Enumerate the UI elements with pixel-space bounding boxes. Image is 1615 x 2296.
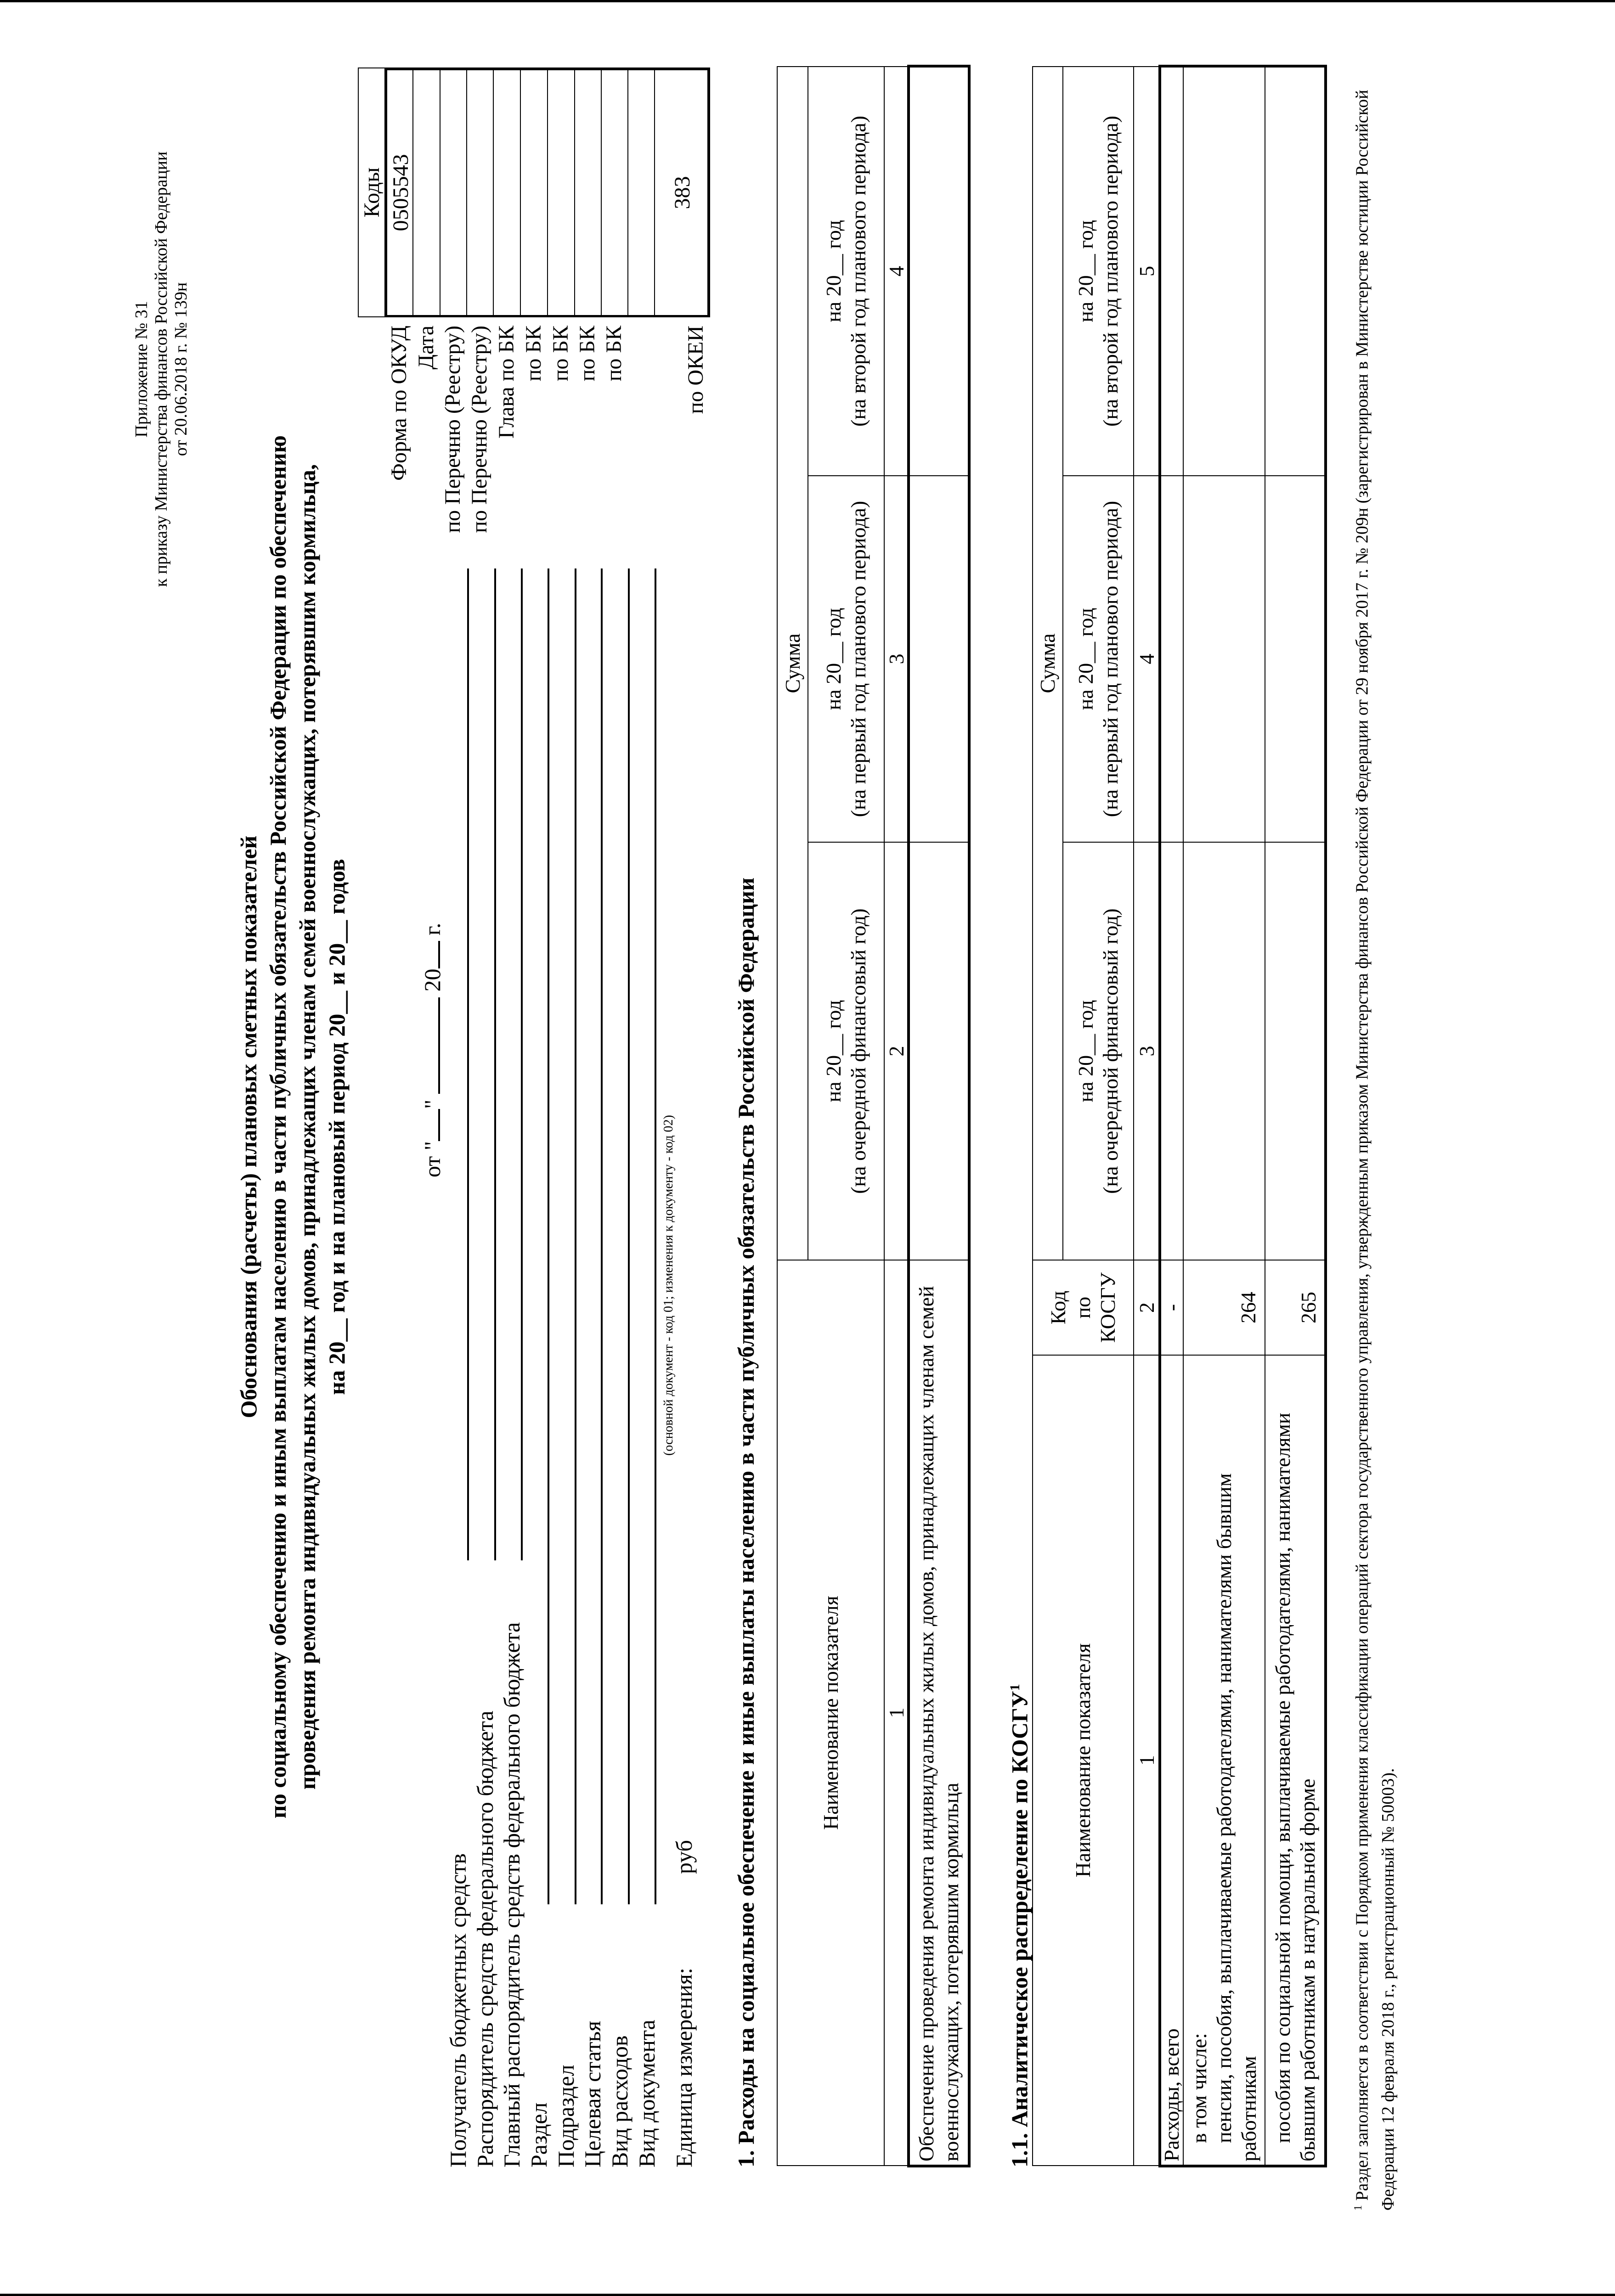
s11-row-265-col5[interactable] xyxy=(1265,66,1326,476)
doc-type-note: (основной документ - код 01; изменения к документу - код 02) xyxy=(661,1115,676,1456)
s11-col4-desc: (на первый год планового периода) xyxy=(1099,501,1122,817)
s11-row-265-code: 265 xyxy=(1265,1260,1326,1356)
title-line: Обоснования (расчеты) плановых сметных показателей xyxy=(236,835,261,1418)
s11-col3-year: на 20__ год xyxy=(1074,1000,1097,1103)
s1-header-col2 xyxy=(808,842,885,1261)
day-field[interactable] xyxy=(418,1109,440,1141)
s11-row-265-col4[interactable] xyxy=(1265,475,1326,843)
s11-row-264-col3[interactable] xyxy=(1183,842,1265,1261)
title-line: по социальному обеспечению и иным выплатам населению в части публичных обязательств Российской Федерации по обеспечению xyxy=(265,435,291,1818)
s11-row-line: работникам xyxy=(1237,2056,1260,2161)
s11-row-line: бывшим работникам в натуральной форме xyxy=(1295,1778,1319,2161)
form-field-input[interactable] xyxy=(548,568,549,1904)
s11-num-2: 2 xyxy=(1133,1260,1161,1356)
footnote-ref: 1 xyxy=(1007,1684,1022,1691)
form-field-input[interactable] xyxy=(628,568,630,1904)
code-label: по БК xyxy=(548,326,573,382)
s1-col2-desc: (на очередной финансовый год) xyxy=(847,908,870,1194)
code-value-cell[interactable] xyxy=(627,68,655,317)
appendix-line: Приложение № 31 xyxy=(132,301,151,438)
s1-col4-desc: (на второй год планового периода) xyxy=(847,115,870,427)
s11-header-col4 xyxy=(1062,475,1134,843)
code-value-cell[interactable] xyxy=(412,68,440,317)
title-line: на 20__ год и на плановый период 20__ и 20__ годов xyxy=(324,859,350,1395)
s11-code-label: Код xyxy=(1046,1290,1070,1325)
s11-num-3: 3 xyxy=(1133,842,1161,1261)
code-label: по ОКЕИ xyxy=(683,326,708,414)
s1-header-col3 xyxy=(808,475,885,843)
code-value-cell[interactable] xyxy=(466,68,494,317)
footnote-line xyxy=(1345,90,1375,2211)
code-value-cell[interactable] xyxy=(547,68,575,317)
form-field-label: Раздел xyxy=(526,2102,552,2167)
form-field-label: Получатель бюджетных средств xyxy=(445,1853,471,2167)
s1-row-name xyxy=(909,1260,969,2166)
year-prefix: 20 xyxy=(419,968,445,992)
footnote-line: Федерации 12 февраля 2018 г., регистрационный № 50003). xyxy=(1378,1768,1398,2211)
codes-header: Коды xyxy=(358,68,385,317)
s1-num-1: 1 xyxy=(884,1260,909,2166)
s1-row-value-col2[interactable] xyxy=(909,842,969,1261)
title-line: проведения ремонта индивидуальных жилых домов, принадлежащих членам семей военнослужащих, потерявшим кормильца, xyxy=(294,464,320,1790)
s11-header-sum: Сумма xyxy=(1032,66,1063,1261)
form-field-input[interactable] xyxy=(521,568,523,1560)
s1-num-2: 2 xyxy=(884,842,909,1261)
s11-row-264-col4[interactable] xyxy=(1183,475,1265,843)
document-date xyxy=(418,923,446,1177)
s1-header-name: Наименование показателя xyxy=(777,1260,885,2166)
s11-row-total-col5[interactable] xyxy=(1160,66,1184,476)
code-value-cell[interactable]: 0505543 xyxy=(385,68,413,317)
s11-row-265-name xyxy=(1265,1355,1326,2166)
s1-num-4: 4 xyxy=(884,66,909,476)
form-field-label: Подраздел xyxy=(553,2065,579,2167)
s11-header-col5 xyxy=(1062,66,1134,476)
scan-edge-left xyxy=(0,2294,1615,2296)
code-value-cell[interactable] xyxy=(440,68,467,317)
form-field-label: Вид расходов xyxy=(607,2035,632,2167)
section1-heading: 1. Расходы на социальное обеспечение и иные выплаты населению в части публичных обязательств Российской Федерации xyxy=(733,878,759,2167)
s11-row-total-col3[interactable] xyxy=(1160,842,1184,1261)
s1-header-col4 xyxy=(808,66,885,476)
s11-row-265-col3[interactable] xyxy=(1265,842,1326,1261)
s1-num-3: 3 xyxy=(884,475,909,843)
s11-col4-year: на 20__ год xyxy=(1074,608,1097,710)
code-label: Форма по ОКУД xyxy=(387,326,411,481)
form-field-input[interactable] xyxy=(494,568,496,1560)
footnote-mark: 1 xyxy=(1352,2205,1364,2211)
form-field-label: Распорядитель средств федерального бюджета xyxy=(472,1711,498,2167)
code-label: по БК xyxy=(521,326,546,382)
s1-row-line: военнослужащих, потерявшим кормильца xyxy=(939,1783,963,2161)
s1-row-value-col3[interactable] xyxy=(909,475,969,843)
month-field[interactable] xyxy=(418,997,440,1094)
s1-col3-desc: (на первый год планового периода) xyxy=(847,501,870,817)
footnote-text: Раздел заполняется в соответствии с Порядком применения классификации операций сектора государственного управления, утвержденным приказом Министерства финансов Российской Федерации от 29 ноября 2017 г. № 209н (зарегистрирован в Министерстве юстиции Российской xyxy=(1352,90,1372,2201)
appendix-line: к приказу Министерства финансов Российской Федерации xyxy=(152,151,171,587)
s11-row-264-col5[interactable] xyxy=(1183,66,1265,476)
code-label: Дата xyxy=(414,326,438,370)
form-field-input[interactable] xyxy=(467,568,469,1560)
date-quote: " xyxy=(419,1099,445,1109)
s11-num-5: 5 xyxy=(1133,66,1161,476)
year-field[interactable] xyxy=(418,941,440,968)
code-label: по БК xyxy=(575,326,599,382)
code-value-cell[interactable] xyxy=(520,68,548,317)
s11-col5-year: на 20__ год xyxy=(1074,220,1097,322)
code-value-cell[interactable]: 383 xyxy=(654,68,710,317)
s11-code-label2: по КОСГУ xyxy=(1071,1272,1119,1343)
s1-col2-year: на 20__ год xyxy=(822,1000,845,1103)
unit-label: Единица измерения: xyxy=(671,1968,697,2167)
s11-row-total-code: - xyxy=(1160,1260,1184,1356)
document-title xyxy=(234,94,351,2160)
unit-value: руб xyxy=(671,1840,697,1874)
s11-header-col3 xyxy=(1062,842,1134,1261)
s11-col3-desc: (на очередной финансовый год) xyxy=(1099,908,1122,1194)
code-label: Глава по БК xyxy=(494,326,519,439)
form-field-input[interactable] xyxy=(601,568,603,1904)
form-field-label: Целевая статья xyxy=(580,2020,605,2167)
s11-row-intro: в том числе: xyxy=(1187,2033,1211,2143)
s1-col4-year: на 20__ год xyxy=(822,220,845,322)
s11-row-total-col4[interactable] xyxy=(1160,475,1184,843)
s11-col5-desc: (на второй год планового периода) xyxy=(1099,115,1122,427)
section11-heading xyxy=(1001,1684,1033,2167)
s11-num-4: 4 xyxy=(1133,475,1161,843)
s11-header-code xyxy=(1032,1260,1134,1356)
form-field-input[interactable] xyxy=(575,568,576,1904)
scan-edge-right xyxy=(0,0,1615,2)
s11-row-line: пособия по социальной помощи, выплачиваемые работодателями, нанимателями xyxy=(1271,1412,1294,2143)
code-value-cell[interactable] xyxy=(574,68,602,317)
footnote xyxy=(1345,90,1401,2211)
form-field-label: Вид документа xyxy=(634,2020,660,2167)
code-value-cell[interactable] xyxy=(493,68,521,317)
date-from-label: от " xyxy=(419,1141,445,1177)
year-suffix: г. xyxy=(419,923,445,935)
s1-row-line: Обеспечение проведения ремонта индивидуальных жилых домов, принадлежащих членам семей xyxy=(915,1286,938,2161)
s1-col3-year: на 20__ год xyxy=(822,608,845,710)
form-field-input[interactable] xyxy=(655,568,656,1904)
code-label: по БК xyxy=(602,326,626,382)
appendix-line: от 20.06.2018 г. № 139н xyxy=(171,282,191,456)
code-label: по Перечню (Реестру) xyxy=(467,326,491,533)
s1-row-value-col4[interactable] xyxy=(909,66,969,476)
s11-row-line: пенсии, пособия, выплачиваемые работодателями, нанимателями бывшим xyxy=(1212,1473,1236,2143)
s11-row-264-name xyxy=(1183,1355,1265,2166)
s1-header-sum: Сумма xyxy=(777,66,808,1261)
code-label: по Перечню (Реестру) xyxy=(440,326,465,533)
s11-num-1: 1 xyxy=(1133,1355,1161,2166)
s11-header-name: Наименование показателя xyxy=(1032,1355,1134,2166)
code-value-cell[interactable] xyxy=(601,68,628,317)
s11-row-264-code: 264 xyxy=(1183,1260,1265,1356)
form-field-label: Главный распорядитель средств федерального бюджета xyxy=(499,1622,525,2167)
section11-heading-text: 1.1. Аналитическое распределение по КОСГУ xyxy=(1006,1691,1033,2167)
s11-row-total-name: Расходы, всего xyxy=(1160,1355,1184,2166)
appendix-note xyxy=(132,94,191,645)
